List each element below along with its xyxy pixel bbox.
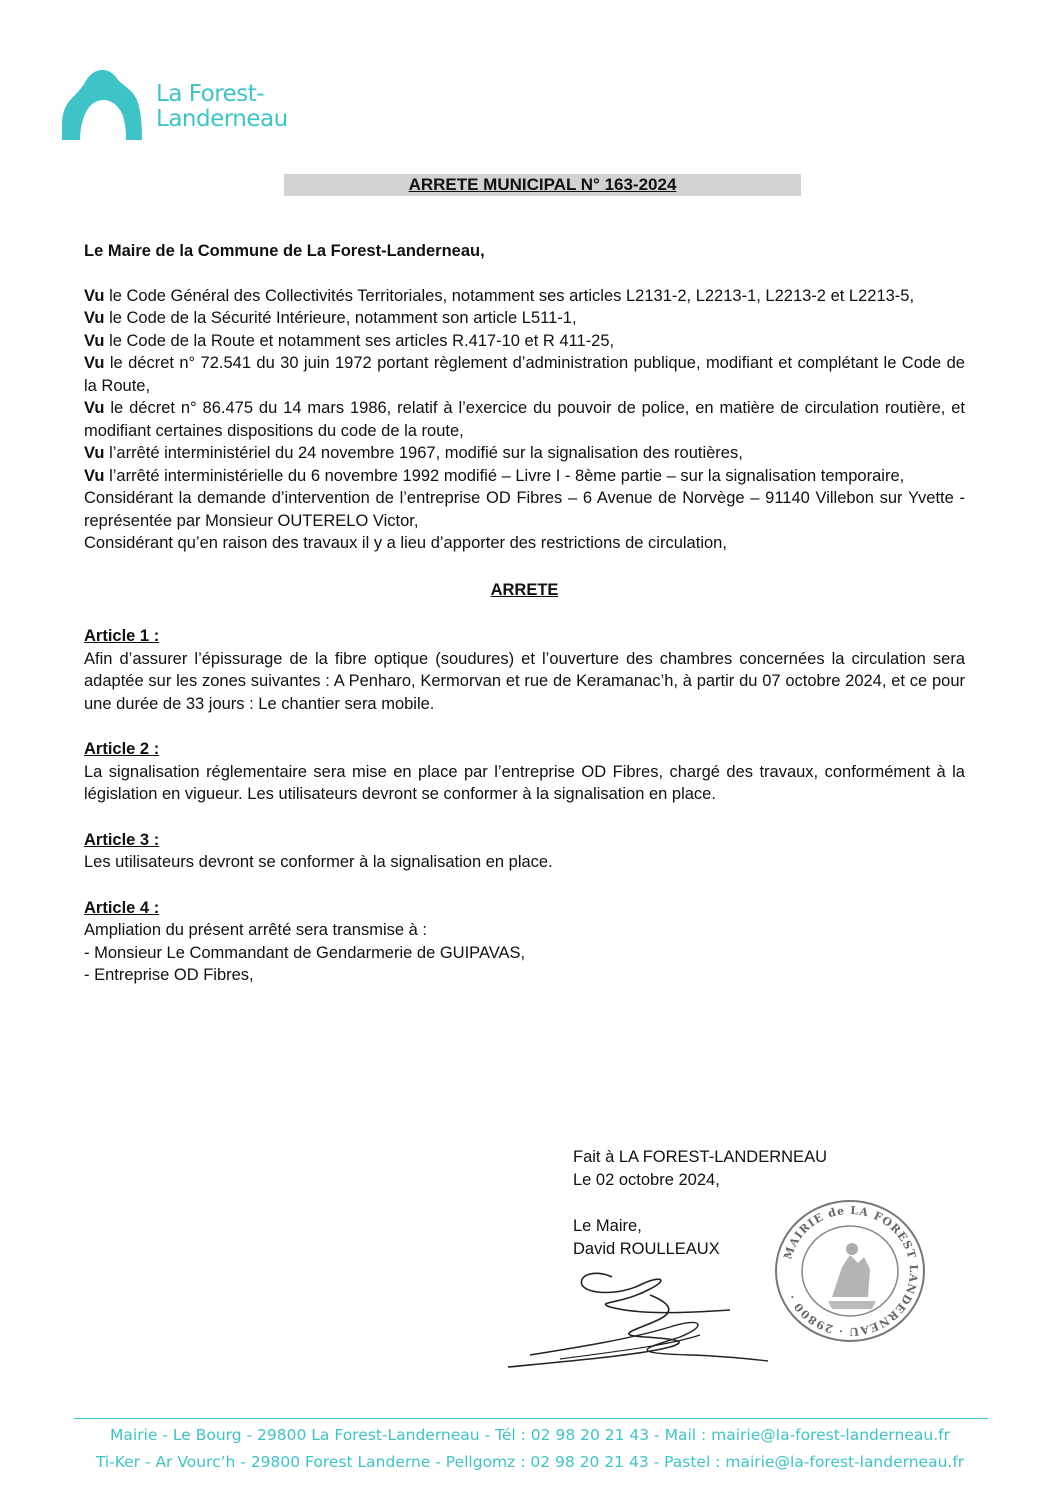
consideration-item [84, 465, 965, 488]
article-4 [84, 897, 965, 987]
consideration-lead: Vu [84, 331, 105, 350]
article-title: Article 4 : [84, 898, 160, 917]
article-title: Article 1 : [84, 627, 160, 645]
consideration-item [84, 397, 965, 442]
logo-wordmark [156, 82, 288, 132]
addressee: Le Maire de la Commune de La Forest-Landerneau, [84, 242, 485, 260]
consideration-text: le Code de la Route et notamment ses articles R.417-10 et R 411-25, [104, 331, 615, 350]
article-line: - Entreprise OD Fibres, [84, 966, 254, 984]
footer-divider [74, 1418, 988, 1419]
consideration-text: l’arrêté interministérielle du 6 novembre 1992 modifié – Livre I - 8ème partie – sur la signalisation temporaire, [104, 466, 905, 485]
article-text [84, 761, 965, 806]
article-2 [84, 738, 965, 806]
document-title: ARRETE MUNICIPAL N° 163-2024 [408, 175, 677, 194]
article-title: Article 2 : [84, 740, 160, 758]
municipal-seal [772, 1197, 928, 1345]
document-body [84, 240, 965, 1010]
signature-date: Le 02 octobre 2024, [573, 1171, 720, 1189]
signature-place: Fait à LA FOREST-LANDERNEAU [573, 1148, 827, 1166]
article-line: - Monsieur Le Commandant de Gendarmerie de GUIPAVAS, [84, 943, 526, 962]
footer [60, 1422, 1000, 1476]
consideration-text: le Code de la Sécurité Intérieure, notamment son article L511-1, [104, 309, 577, 327]
consideration-lead: Vu [84, 309, 105, 327]
consideration-item [84, 285, 965, 308]
article-title: Article 3 : [84, 830, 160, 849]
arch-logo-icon [60, 64, 146, 140]
article-line: Afin d’assurer l’épissurage de la fibre optique (soudures) et l’ouverture des chambres concernées la circulation sera adaptée sur les zones suivantes : A Penharo, Kermorvan et rue de Keramanac’h, à partir du 07 octobre 2024, et ce pour une durée de 33 jours : Le chantier sera mobile. [84, 649, 965, 713]
consideration-item [84, 307, 965, 330]
footer-line-1: Mairie - Le Bourg - 29800 La Forest-Landerneau - Tél : 02 98 20 21 43 - Mail : mairie@la-forest-landerneau.fr [110, 1426, 950, 1444]
consideration-lead: Vu [84, 286, 105, 305]
consideration-item [84, 442, 965, 465]
article-line: Les utilisateurs devront se conformer à la signalisation en place. [84, 853, 553, 871]
consideration-item [84, 487, 965, 532]
consideration-text: Considérant la demande d’intervention de l’entreprise OD Fibres – 6 Avenue de Norvège – 91140 Villebon sur Yvette - représentée par Monsieur OUTERELO Victor, [84, 489, 965, 530]
commune-logo [60, 62, 300, 144]
article-1 [84, 625, 965, 715]
signature-name: David ROULLEAUX [573, 1240, 720, 1258]
article-text [84, 648, 965, 716]
document-title-bar [284, 174, 801, 196]
consideration-text: le décret n° 72.541 du 30 juin 1972 portant règlement d’administration publique, modifiant et complétant le Code de la Route, [84, 354, 965, 395]
considerations-list [84, 285, 965, 555]
footer-line-2: Ti-Ker - Ar Vourc’h - 29800 Forest Landerne - Pellgomz : 02 98 20 21 43 - Pastel : mairie@la-forest-landerneau.fr [95, 1453, 965, 1471]
signature-role: Le Maire, [573, 1217, 642, 1235]
consideration-lead: Vu [84, 399, 105, 417]
consideration-lead: Vu [84, 466, 105, 485]
article-text [84, 851, 965, 874]
handwritten-signature [500, 1255, 780, 1370]
article-3 [84, 829, 965, 874]
consideration-text: Considérant qu’en raison des travaux il y a lieu d’apporter des restrictions de circulation, [84, 534, 727, 552]
consideration-item [84, 352, 965, 397]
consideration-text: l’arrêté interministériel du 24 novembre 1967, modifié sur la signalisation des routières, [104, 444, 743, 462]
logo-line-1: La Forest- [156, 81, 265, 107]
consideration-item [84, 330, 965, 353]
article-line: Ampliation du présent arrêté sera transmise à : [84, 921, 427, 939]
article-text [84, 919, 965, 987]
logo-line-2: Landerneau [156, 106, 288, 132]
consideration-text: le Code Général des Collectivités Territoriales, notamment ses articles L2131-2, L2213-1, L2213-2 et L2213-5, [104, 286, 915, 305]
svg-text:MAIRIE de LA FOREST LANDERNEAU: MAIRIE de LA FOREST LANDERNEAU · 29800 · [781, 1203, 921, 1339]
consideration-lead: Vu [84, 444, 105, 462]
article-line: La signalisation réglementaire sera mise en place par l’entreprise OD Fibres, chargé des travaux, conformément à la législation en vigueur. Les utilisateurs devront se conformer à la signalisation en place. [84, 762, 965, 803]
arrete-heading: ARRETE [490, 580, 559, 599]
consideration-item [84, 532, 965, 555]
consideration-text: le décret n° 86.475 du 14 mars 1986, relatif à l’exercice du pouvoir de police, en matière de circulation routière, et modifiant certaines dispositions du code de la route, [84, 399, 965, 440]
consideration-lead: Vu [84, 354, 105, 372]
